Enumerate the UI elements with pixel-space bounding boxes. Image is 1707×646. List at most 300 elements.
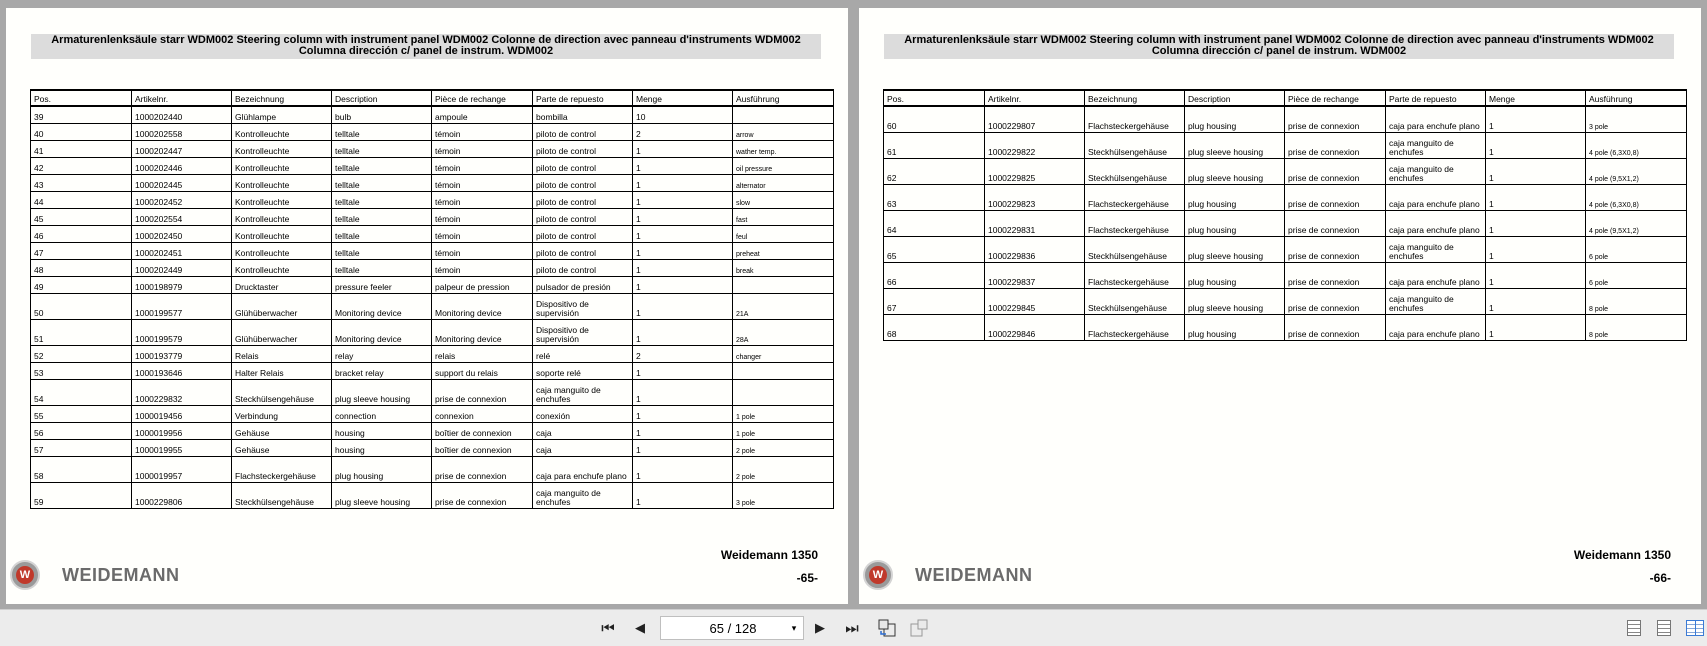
parte-cell: Dispositivo de supervisión — [533, 293, 633, 319]
table-row — [31, 345, 834, 362]
description-cell: plug sleeve housing — [1185, 132, 1285, 158]
pos-cell: 50 — [31, 293, 132, 319]
bezeichnung-cell: Kontrolleuchte — [232, 208, 332, 225]
article-number-cell: 1000193779 — [132, 345, 232, 362]
pos-cell: 52 — [31, 345, 132, 362]
menge-cell: 2 — [633, 345, 733, 362]
description-cell: plug housing — [1185, 184, 1285, 210]
table-row — [884, 210, 1687, 236]
parte-cell: piloto de control — [533, 140, 633, 157]
table-row — [884, 184, 1687, 210]
article-number-cell: 1000229823 — [985, 184, 1085, 210]
description-cell: telltale — [332, 191, 432, 208]
ausfuehrung-cell: 28A — [733, 319, 834, 345]
piece-cell: prise de connexion — [1285, 158, 1386, 184]
table-row — [884, 132, 1687, 158]
logo-icon: W — [863, 560, 893, 590]
piece-cell: prise de connexion — [1285, 106, 1386, 132]
ausfuehrung-cell: 2 pole — [733, 456, 834, 482]
parte-cell: caja manguito de enchufes — [1386, 158, 1486, 184]
pos-cell: 40 — [31, 123, 132, 140]
article-number-cell: 1000202452 — [132, 191, 232, 208]
parte-cell: caja manguito de enchufes — [533, 482, 633, 508]
page-number: -66- — [1649, 571, 1671, 585]
menge-cell: 1 — [633, 362, 733, 379]
article-number-cell: 1000229832 — [132, 379, 232, 405]
parte-cell: piloto de control — [533, 208, 633, 225]
bezeichnung-cell: Kontrolleuchte — [232, 140, 332, 157]
parte-cell: caja para enchufe plano — [1386, 262, 1486, 288]
piece-cell: ampoule — [432, 106, 533, 123]
piece-cell: relais — [432, 345, 533, 362]
bezeichnung-cell: Flachsteckergehäuse — [1085, 314, 1185, 340]
bezeichnung-cell: Kontrolleuchte — [232, 242, 332, 259]
pos-cell: 58 — [31, 456, 132, 482]
article-number-cell: 1000202451 — [132, 242, 232, 259]
column-header: Parte de repuesto — [1386, 90, 1486, 106]
pos-cell: 48 — [31, 259, 132, 276]
parte-cell: relé — [533, 345, 633, 362]
menge-cell: 1 — [633, 439, 733, 456]
parte-cell: caja manguito de enchufes — [533, 379, 633, 405]
table-header-row — [31, 90, 834, 106]
first-page-icon[interactable]: ⏮ — [601, 619, 615, 637]
piece-cell: palpeur de pression — [432, 276, 533, 293]
table-row — [31, 362, 834, 379]
bezeichnung-cell: Halter Relais — [232, 362, 332, 379]
go-back-icon[interactable] — [877, 619, 897, 637]
article-number-cell: 1000202449 — [132, 259, 232, 276]
table-row — [31, 405, 834, 422]
page-number-input[interactable] — [660, 616, 804, 640]
ausfuehrung-cell: changer — [733, 345, 834, 362]
piece-cell: Monitoring device — [432, 293, 533, 319]
table-row — [31, 123, 834, 140]
menge-cell: 1 — [633, 191, 733, 208]
piece-cell: prise de connexion — [1285, 262, 1386, 288]
ausfuehrung-cell: 1 pole — [733, 405, 834, 422]
bezeichnung-cell: Steckhülsengehäuse — [1085, 132, 1185, 158]
parte-cell: caja manguito de enchufes — [1386, 288, 1486, 314]
description-cell: plug housing — [1185, 210, 1285, 236]
bezeichnung-cell: Kontrolleuchte — [232, 174, 332, 191]
menge-cell: 1 — [1486, 288, 1586, 314]
parte-cell: caja — [533, 422, 633, 439]
menge-cell: 1 — [1486, 210, 1586, 236]
parte-cell: piloto de control — [533, 174, 633, 191]
bezeichnung-cell: Flachsteckergehäuse — [232, 456, 332, 482]
bezeichnung-cell: Drucktaster — [232, 276, 332, 293]
piece-cell: témoin — [432, 225, 533, 242]
piece-cell: prise de connexion — [1285, 314, 1386, 340]
description-cell: plug housing — [1185, 106, 1285, 132]
pos-cell: 55 — [31, 405, 132, 422]
description-cell: housing — [332, 439, 432, 456]
ausfuehrung-cell — [733, 362, 834, 379]
article-number-cell: 1000229837 — [985, 262, 1085, 288]
menge-cell: 1 — [633, 208, 733, 225]
parte-cell: bombilla — [533, 106, 633, 123]
pos-cell: 57 — [31, 439, 132, 456]
parte-cell: Dispositivo de supervisión — [533, 319, 633, 345]
pos-cell: 64 — [884, 210, 985, 236]
page-number-value: 65 / 128 — [709, 620, 757, 636]
table-row — [31, 106, 834, 123]
bezeichnung-cell: Kontrolleuchte — [232, 225, 332, 242]
parte-cell: pulsador de presión — [533, 276, 633, 293]
parts-table — [883, 89, 1687, 341]
bezeichnung-cell: Verbindung — [232, 405, 332, 422]
table-row — [884, 262, 1687, 288]
column-header: Parte de repuesto — [533, 90, 633, 106]
description-cell: plug sleeve housing — [1185, 236, 1285, 262]
ausfuehrung-cell: 3 pole — [733, 482, 834, 508]
ausfuehrung-cell: feul — [733, 225, 834, 242]
table-row — [31, 259, 834, 276]
parte-cell: piloto de control — [533, 191, 633, 208]
parte-cell: caja — [533, 439, 633, 456]
article-number-cell: 1000198979 — [132, 276, 232, 293]
table-body — [31, 106, 834, 508]
pos-cell: 66 — [884, 262, 985, 288]
single-page-view-icon[interactable] — [1627, 620, 1641, 636]
table-row — [31, 482, 834, 508]
ausfuehrung-cell: 4 pole (9,5X1,2) — [1586, 158, 1687, 184]
pos-cell: 62 — [884, 158, 985, 184]
continuous-view-icon[interactable] — [1657, 620, 1671, 636]
viewer-toolbar — [0, 609, 1707, 646]
bezeichnung-cell: Flachsteckergehäuse — [1085, 262, 1185, 288]
menge-cell: 1 — [633, 276, 733, 293]
bezeichnung-cell: Flachsteckergehäuse — [1085, 106, 1185, 132]
menge-cell: 1 — [633, 379, 733, 405]
ausfuehrung-cell: oil pressure — [733, 157, 834, 174]
piece-cell: témoin — [432, 191, 533, 208]
menge-cell: 1 — [1486, 314, 1586, 340]
table-row — [31, 379, 834, 405]
bezeichnung-cell: Kontrolleuchte — [232, 157, 332, 174]
column-header: Bezeichnung — [1085, 90, 1185, 106]
last-page-icon[interactable]: ⏭ — [845, 619, 859, 637]
piece-cell: prise de connexion — [432, 379, 533, 405]
menge-cell: 1 — [633, 482, 733, 508]
parte-cell: piloto de control — [533, 123, 633, 140]
menge-cell: 1 — [1486, 106, 1586, 132]
piece-cell: connexion — [432, 405, 533, 422]
article-number-cell: 1000202558 — [132, 123, 232, 140]
piece-cell: prise de connexion — [1285, 236, 1386, 262]
bezeichnung-cell: Kontrolleuchte — [232, 191, 332, 208]
article-number-cell: 1000202450 — [132, 225, 232, 242]
pos-cell: 60 — [884, 106, 985, 132]
pdf-page-66 — [859, 8, 1701, 604]
table-row — [884, 288, 1687, 314]
pos-cell: 68 — [884, 314, 985, 340]
article-number-cell: 1000229836 — [985, 236, 1085, 262]
description-cell: plug housing — [1185, 262, 1285, 288]
page-title: Armaturenlenksäule starr WDM002 Steering column with instrument panel WDM002 Colonne de direction avec panneau d'instruments WDM002 Columna dirección c/ panel de instrum. WDM002 — [31, 34, 821, 59]
description-cell: plug sleeve housing — [1185, 158, 1285, 184]
pos-cell: 47 — [31, 242, 132, 259]
table-row — [31, 439, 834, 456]
parte-cell: conexión — [533, 405, 633, 422]
column-header: Artikelnr. — [985, 90, 1085, 106]
pos-cell: 61 — [884, 132, 985, 158]
description-cell: pressure feeler — [332, 276, 432, 293]
description-cell: plug sleeve housing — [332, 482, 432, 508]
menge-cell: 10 — [633, 106, 733, 123]
pos-cell: 54 — [31, 379, 132, 405]
piece-cell: témoin — [432, 157, 533, 174]
column-header: Pièce de rechange — [432, 90, 533, 106]
ausfuehrung-cell: 2 pole — [733, 439, 834, 456]
article-number-cell: 1000229807 — [985, 106, 1085, 132]
parte-cell: piloto de control — [533, 225, 633, 242]
description-cell: telltale — [332, 157, 432, 174]
piece-cell: témoin — [432, 174, 533, 191]
ausfuehrung-cell: 1 pole — [733, 422, 834, 439]
menge-cell: 1 — [1486, 158, 1586, 184]
piece-cell: témoin — [432, 242, 533, 259]
piece-cell: prise de connexion — [432, 456, 533, 482]
pos-cell: 44 — [31, 191, 132, 208]
table-body — [884, 106, 1687, 340]
menge-cell: 1 — [633, 225, 733, 242]
menge-cell: 1 — [633, 319, 733, 345]
column-header: Artikelnr. — [132, 90, 232, 106]
parte-cell: caja para enchufe plano — [1386, 106, 1486, 132]
article-number-cell: 1000229822 — [985, 132, 1085, 158]
bezeichnung-cell: Relais — [232, 345, 332, 362]
table-row — [31, 319, 834, 345]
description-cell: plug housing — [332, 456, 432, 482]
table-header-row — [884, 90, 1687, 106]
pos-cell: 56 — [31, 422, 132, 439]
description-cell: plug housing — [1185, 314, 1285, 340]
piece-cell: prise de connexion — [1285, 210, 1386, 236]
table-row — [31, 242, 834, 259]
ausfuehrung-cell: 21A — [733, 293, 834, 319]
pos-cell: 42 — [31, 157, 132, 174]
article-number-cell: 1000229845 — [985, 288, 1085, 314]
description-cell: relay — [332, 345, 432, 362]
article-number-cell: 1000019456 — [132, 405, 232, 422]
description-cell: plug sleeve housing — [1185, 288, 1285, 314]
prev-page-icon[interactable]: ◀ — [635, 620, 645, 635]
menge-cell: 1 — [1486, 132, 1586, 158]
column-header: Menge — [633, 90, 733, 106]
article-number-cell: 1000199577 — [132, 293, 232, 319]
weidemann-logo — [863, 560, 1033, 590]
pos-cell: 51 — [31, 319, 132, 345]
bezeichnung-cell: Steckhülsengehäuse — [1085, 288, 1185, 314]
article-number-cell: 1000019956 — [132, 422, 232, 439]
table-row — [884, 314, 1687, 340]
article-number-cell: 1000019955 — [132, 439, 232, 456]
column-header: Pos. — [31, 90, 132, 106]
pos-cell: 67 — [884, 288, 985, 314]
table-row — [31, 140, 834, 157]
bezeichnung-cell: Steckhülsengehäuse — [232, 482, 332, 508]
ausfuehrung-cell: 4 pole (9,5X1,2) — [1586, 210, 1687, 236]
pos-cell: 43 — [31, 174, 132, 191]
table-row — [884, 236, 1687, 262]
go-forward-icon[interactable] — [909, 619, 929, 637]
menge-cell: 1 — [633, 456, 733, 482]
table-row — [31, 225, 834, 242]
pos-cell: 63 — [884, 184, 985, 210]
piece-cell: prise de connexion — [1285, 288, 1386, 314]
table-row — [31, 422, 834, 439]
pos-cell: 65 — [884, 236, 985, 262]
menge-cell: 1 — [1486, 262, 1586, 288]
column-header: Menge — [1486, 90, 1586, 106]
description-cell: Monitoring device — [332, 319, 432, 345]
ausfuehrung-cell: 8 pole — [1586, 314, 1687, 340]
column-header: Pièce de rechange — [1285, 90, 1386, 106]
article-number-cell: 1000202445 — [132, 174, 232, 191]
article-number-cell: 1000229831 — [985, 210, 1085, 236]
bezeichnung-cell: Glühüberwacher — [232, 319, 332, 345]
table-row — [31, 293, 834, 319]
parts-table — [30, 89, 834, 509]
bezeichnung-cell: Steckhülsengehäuse — [232, 379, 332, 405]
model-label: Weidemann 1350 — [720, 548, 818, 562]
piece-cell: témoin — [432, 140, 533, 157]
pos-cell: 49 — [31, 276, 132, 293]
parte-cell: soporte relé — [533, 362, 633, 379]
ausfuehrung-cell: slow — [733, 191, 834, 208]
logo-wordmark: WEIDEMANN — [62, 564, 180, 585]
menge-cell: 1 — [1486, 236, 1586, 262]
parte-cell: caja manguito de enchufes — [1386, 236, 1486, 262]
logo-wordmark: WEIDEMANN — [915, 564, 1033, 585]
bezeichnung-cell: Glühlampe — [232, 106, 332, 123]
description-cell: bracket relay — [332, 362, 432, 379]
bezeichnung-cell: Steckhülsengehäuse — [1085, 158, 1185, 184]
parte-cell: caja para enchufe plano — [1386, 314, 1486, 340]
description-cell: telltale — [332, 174, 432, 191]
parte-cell: piloto de control — [533, 259, 633, 276]
description-cell: connection — [332, 405, 432, 422]
column-header: Ausführung — [1586, 90, 1687, 106]
table-row — [31, 191, 834, 208]
bezeichnung-cell: Kontrolleuchte — [232, 259, 332, 276]
parte-cell: caja manguito de enchufes — [1386, 132, 1486, 158]
menge-cell: 1 — [633, 293, 733, 319]
description-cell: telltale — [332, 208, 432, 225]
ausfuehrung-cell — [733, 106, 834, 123]
ausfuehrung-cell: 4 pole (6,3X0,8) — [1586, 184, 1687, 210]
parte-cell: piloto de control — [533, 157, 633, 174]
menge-cell: 1 — [633, 174, 733, 191]
menge-cell: 1 — [633, 405, 733, 422]
piece-cell: boîtier de connexion — [432, 422, 533, 439]
ausfuehrung-cell: preheat — [733, 242, 834, 259]
menge-cell: 1 — [633, 157, 733, 174]
table-row — [31, 208, 834, 225]
parte-cell: caja para enchufe plano — [533, 456, 633, 482]
table-row — [31, 456, 834, 482]
bezeichnung-cell: Gehäuse — [232, 439, 332, 456]
menge-cell: 1 — [633, 242, 733, 259]
table-row — [31, 276, 834, 293]
ausfuehrung-cell: 4 pole (6,3X0,8) — [1586, 132, 1687, 158]
article-number-cell: 1000229825 — [985, 158, 1085, 184]
page-number: -65- — [796, 571, 818, 585]
article-number-cell: 1000202447 — [132, 140, 232, 157]
piece-cell: prise de connexion — [1285, 132, 1386, 158]
ausfuehrung-cell — [733, 379, 834, 405]
two-page-view-icon[interactable] — [1686, 620, 1704, 636]
logo-icon: W — [10, 560, 40, 590]
pdf-page-65 — [6, 8, 848, 604]
ausfuehrung-cell — [733, 276, 834, 293]
ausfuehrung-cell: fast — [733, 208, 834, 225]
bezeichnung-cell: Flachsteckergehäuse — [1085, 210, 1185, 236]
menge-cell: 1 — [633, 422, 733, 439]
description-cell: housing — [332, 422, 432, 439]
description-cell: telltale — [332, 225, 432, 242]
description-cell: telltale — [332, 259, 432, 276]
description-cell: telltale — [332, 140, 432, 157]
description-cell: telltale — [332, 242, 432, 259]
weidemann-logo — [10, 560, 180, 590]
description-cell: telltale — [332, 123, 432, 140]
pos-cell: 45 — [31, 208, 132, 225]
article-number-cell: 1000202554 — [132, 208, 232, 225]
article-number-cell: 1000229846 — [985, 314, 1085, 340]
piece-cell: Monitoring device — [432, 319, 533, 345]
piece-cell: prise de connexion — [432, 482, 533, 508]
article-number-cell: 1000199579 — [132, 319, 232, 345]
pos-cell: 59 — [31, 482, 132, 508]
column-header: Description — [1185, 90, 1285, 106]
description-cell: plug sleeve housing — [332, 379, 432, 405]
ausfuehrung-cell: 8 pole — [1586, 288, 1687, 314]
bezeichnung-cell: Glühüberwacher — [232, 293, 332, 319]
menge-cell: 1 — [1486, 184, 1586, 210]
ausfuehrung-cell: wather temp. — [733, 140, 834, 157]
pos-cell: 39 — [31, 106, 132, 123]
parte-cell: caja para enchufe plano — [1386, 210, 1486, 236]
ausfuehrung-cell: 6 pole — [1586, 262, 1687, 288]
bezeichnung-cell: Flachsteckergehäuse — [1085, 184, 1185, 210]
ausfuehrung-cell: 6 pole — [1586, 236, 1687, 262]
piece-cell: prise de connexion — [1285, 184, 1386, 210]
column-header: Ausführung — [733, 90, 834, 106]
column-header: Pos. — [884, 90, 985, 106]
menge-cell: 1 — [633, 259, 733, 276]
article-number-cell: 1000019957 — [132, 456, 232, 482]
bezeichnung-cell: Kontrolleuchte — [232, 123, 332, 140]
parte-cell: piloto de control — [533, 242, 633, 259]
menge-cell: 1 — [633, 140, 733, 157]
next-page-icon[interactable]: ▶ — [815, 620, 825, 635]
piece-cell: boîtier de connexion — [432, 439, 533, 456]
ausfuehrung-cell: break — [733, 259, 834, 276]
model-label: Weidemann 1350 — [1573, 548, 1671, 562]
article-number-cell: 1000193646 — [132, 362, 232, 379]
description-cell: bulb — [332, 106, 432, 123]
page-dropdown-icon[interactable]: ▾ — [791, 622, 797, 633]
article-number-cell: 1000229806 — [132, 482, 232, 508]
pos-cell: 53 — [31, 362, 132, 379]
description-cell: Monitoring device — [332, 293, 432, 319]
bezeichnung-cell: Gehäuse — [232, 422, 332, 439]
column-header: Bezeichnung — [232, 90, 332, 106]
piece-cell: témoin — [432, 208, 533, 225]
